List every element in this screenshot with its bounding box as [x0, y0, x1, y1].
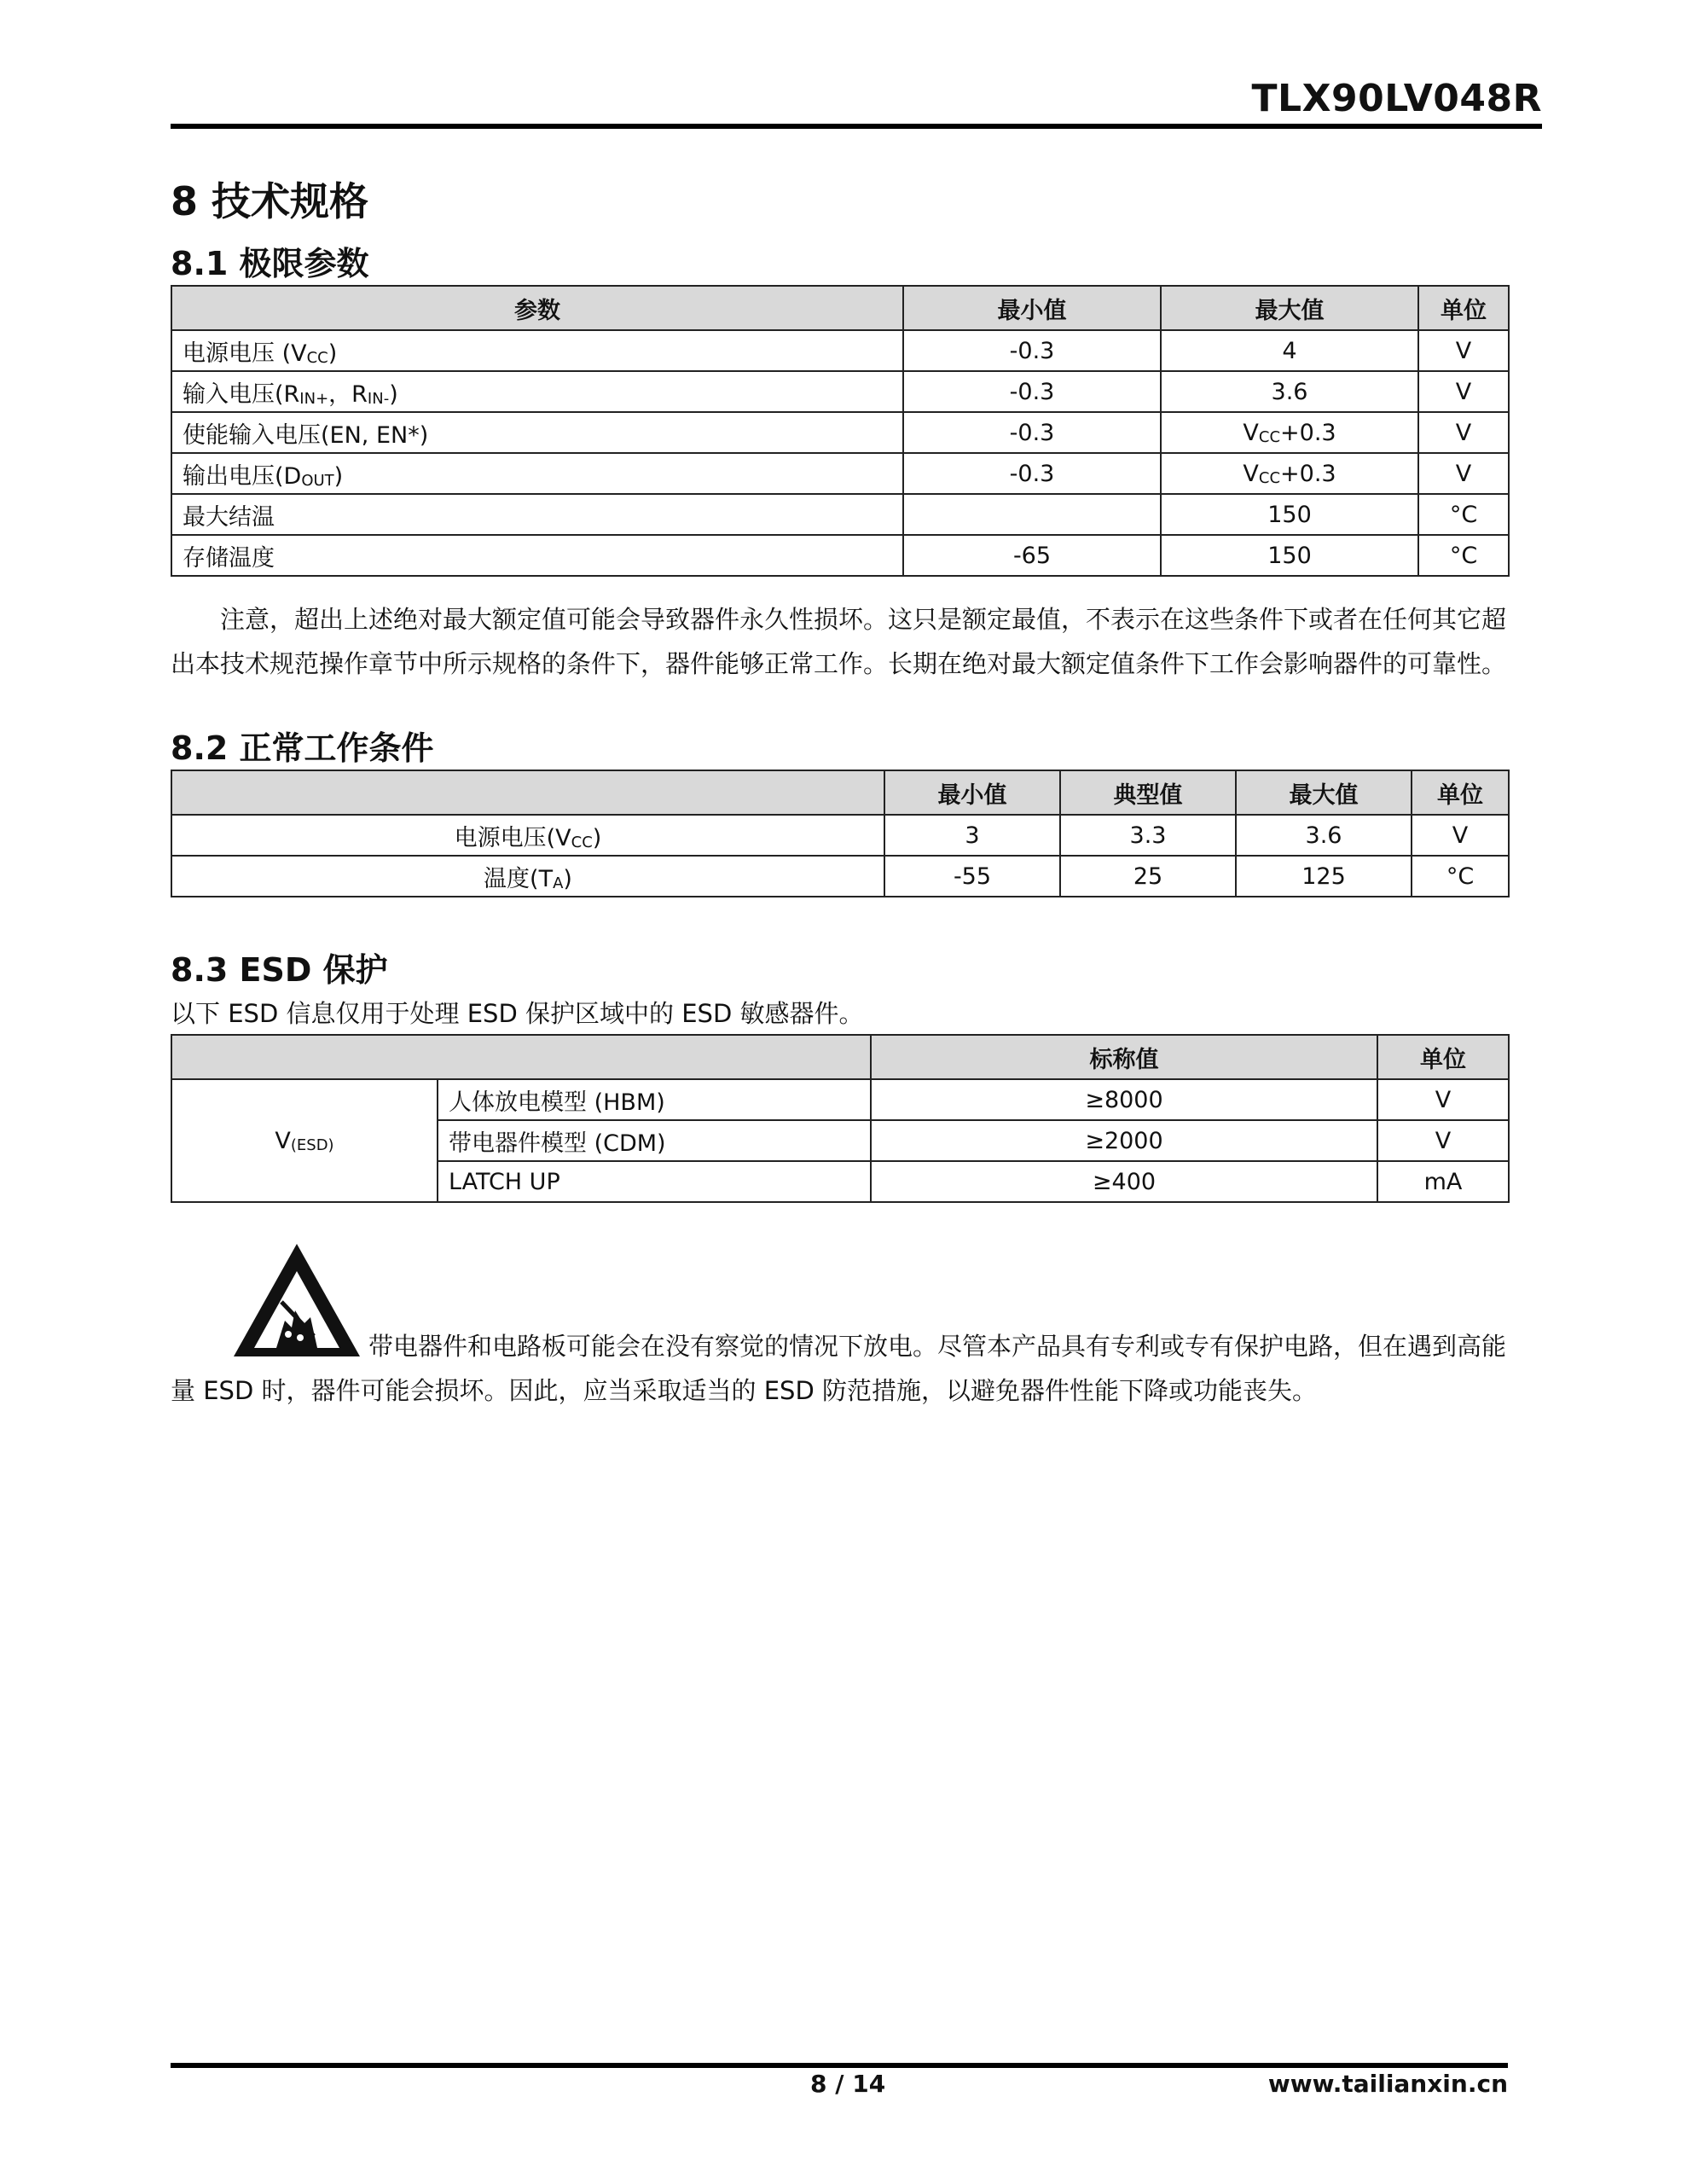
table-header-row [171, 1035, 1509, 1079]
param-cell: 输出电压$(D_{OUT})$ [171, 453, 903, 494]
footer-rule [171, 2063, 1508, 2068]
col-header: 最大值 [1236, 770, 1412, 815]
header-rule [171, 124, 1542, 129]
table-header-row [171, 286, 1509, 330]
unit-cell: mA [1377, 1161, 1509, 1202]
max-cell: 150 [1161, 494, 1418, 535]
col-header: 最大值 [1161, 286, 1418, 330]
document-title: TLX90LV048R [1251, 77, 1542, 120]
col-header: 最小值 [903, 286, 1161, 330]
min-cell: -0.3 [903, 412, 1161, 453]
max-cell: $V_{CC}+0.3$ [1161, 453, 1418, 494]
max-cell: 3.6 [1161, 371, 1418, 412]
max-cell: 3.6 [1236, 815, 1412, 856]
min-cell: -0.3 [903, 453, 1161, 494]
unit-cell: V [1418, 371, 1509, 412]
model-cell: 人体放电模型 (HBM) [438, 1079, 871, 1120]
unit-cell: V [1377, 1120, 1509, 1161]
esd-table [171, 1034, 1510, 1203]
abs-max-note: 注意，超出上述绝对最大额定值可能会导致器件永久性损坏。这只是额定最值，不表示在这些条件下或者在任何其它超出本技术规范操作章节中所示规格的条件下，器件能够正常工作。长期在绝对最大额定值条件下工作会影响器件的可靠性。 [171, 605, 1507, 678]
website-link[interactable]: www.tailianxin.cn [1267, 2070, 1508, 2098]
max-cell: 150 [1161, 535, 1418, 576]
col-header: 典型值 [1060, 770, 1236, 815]
table-header-row [171, 770, 1509, 815]
col-header [171, 770, 884, 815]
param-cell: 使能输入电压(EN, EN*) [171, 412, 903, 453]
abs-max-table [171, 285, 1510, 577]
table-row [171, 371, 1509, 412]
esd-warning-text: 带电器件和电路板可能会在没有察觉的情况下放电。尽管本产品具有专利或专有保护电路，但在遇到高能量 ESD 时，器件可能会损坏。因此，应当采取适当的 ESD 防范措施，以避免器件性能下降或功能丧失。 [171, 1332, 1507, 1405]
table-row [171, 1079, 1509, 1120]
table-row [171, 815, 1509, 856]
param-cell: 电源电压 $(V_{CC})$ [171, 330, 903, 371]
unit-cell: °C [1412, 856, 1509, 897]
esd-heading: 8.3 ESD 保护 [171, 951, 388, 989]
col-header: 单位 [1412, 770, 1509, 815]
table-row [171, 856, 1509, 897]
param-cell: 输入电压($R_{IN+}$，$R_{IN-}$) [171, 371, 903, 412]
min-cell: -0.3 [903, 371, 1161, 412]
page-number: 8 / 14 [810, 2070, 886, 2098]
model-cell: 带电器件模型 (CDM) [438, 1120, 871, 1161]
unit-cell: °C [1418, 494, 1509, 535]
max-cell: 125 [1236, 856, 1412, 897]
section-heading: 8 技术规格 [171, 178, 369, 224]
model-cell: LATCH UP [438, 1161, 871, 1202]
col-header [171, 1035, 871, 1079]
table-row [171, 453, 1509, 494]
col-header: 参数 [171, 286, 903, 330]
min-cell: -55 [884, 856, 1060, 897]
value-cell: ≥400 [871, 1161, 1377, 1202]
esd-intro: 以下 ESD 信息仅用于处理 ESD 保护区域中的 ESD 敏感器件。 [171, 999, 864, 1028]
unit-cell: V [1418, 330, 1509, 371]
typ-cell: 3.3 [1060, 815, 1236, 856]
rec-op-heading: 8.2 正常工作条件 [171, 729, 434, 767]
unit-cell: V [1412, 815, 1509, 856]
esd-group-cell: $V_{(ESD)}$ [171, 1079, 438, 1202]
param-cell: 电源电压$(V_{CC})$ [171, 815, 884, 856]
table-row [171, 535, 1509, 576]
min-cell [903, 494, 1161, 535]
value-cell: ≥8000 [871, 1079, 1377, 1120]
col-header: 单位 [1418, 286, 1509, 330]
min-cell: -0.3 [903, 330, 1161, 371]
max-cell: 4 [1161, 330, 1418, 371]
rec-op-table [171, 770, 1510, 897]
col-header: 最小值 [884, 770, 1060, 815]
typ-cell: 25 [1060, 856, 1236, 897]
unit-cell: °C [1418, 535, 1509, 576]
param-cell: 存储温度 [171, 535, 903, 576]
param-cell: 温度$(T_A)$ [171, 856, 884, 897]
table-row [171, 494, 1509, 535]
max-cell: $V_{CC}+0.3$ [1161, 412, 1418, 453]
abs-max-heading: 8.1 极限参数 [171, 245, 369, 282]
value-cell: ≥2000 [871, 1120, 1377, 1161]
table-row [171, 330, 1509, 371]
unit-cell: V [1418, 453, 1509, 494]
min-cell: -65 [903, 535, 1161, 576]
unit-cell: V [1418, 412, 1509, 453]
table-row [171, 412, 1509, 453]
col-header: 标称值 [871, 1035, 1377, 1079]
param-cell: 最大结温 [171, 494, 903, 535]
col-header: 单位 [1377, 1035, 1509, 1079]
unit-cell: V [1377, 1079, 1509, 1120]
min-cell: 3 [884, 815, 1060, 856]
